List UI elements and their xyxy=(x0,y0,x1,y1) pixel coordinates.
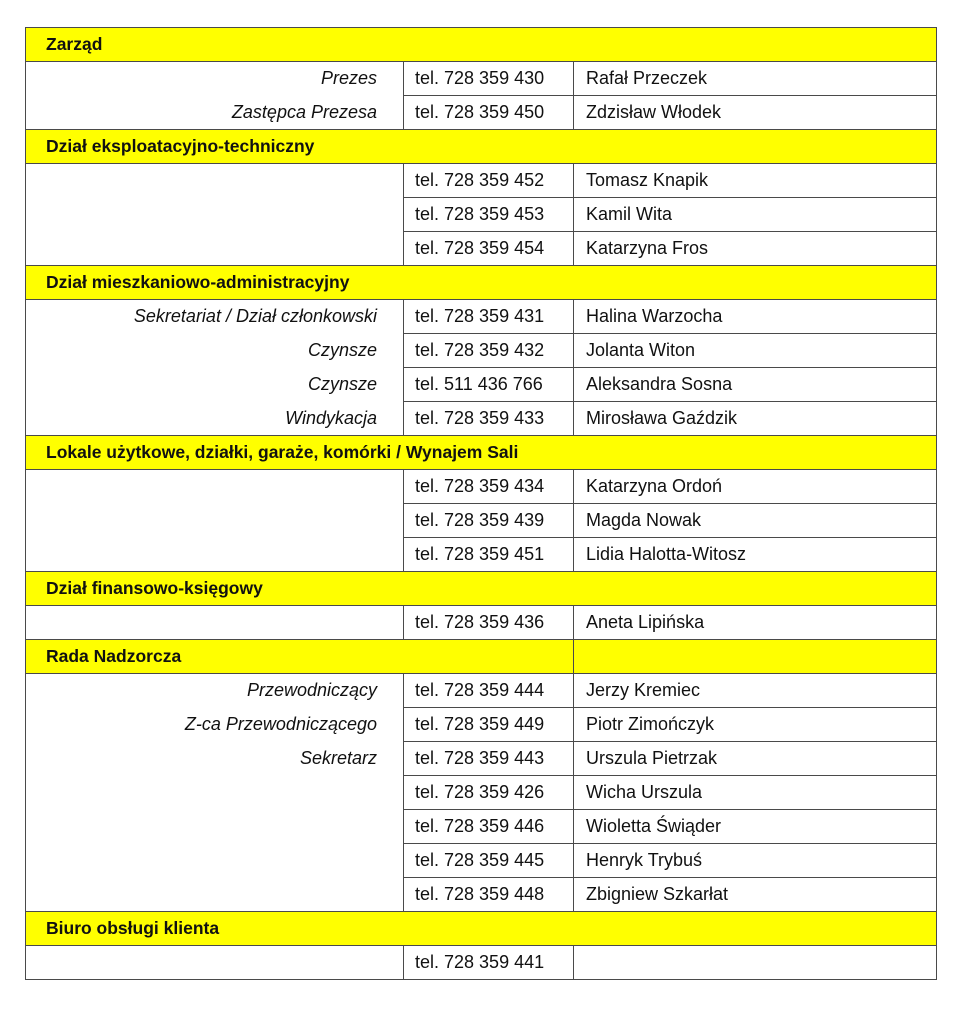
contact-row xyxy=(26,946,937,980)
contact-row xyxy=(26,538,937,572)
contact-role xyxy=(26,946,404,980)
contact-role xyxy=(26,164,404,198)
contact-row xyxy=(26,368,937,402)
contact-role: Windykacja xyxy=(26,402,404,436)
contact-phone: tel. 728 359 436 xyxy=(404,606,574,640)
contact-phone: tel. 728 359 434 xyxy=(404,470,574,504)
contact-phone: tel. 728 359 449 xyxy=(404,708,574,742)
contact-phone: tel. 728 359 453 xyxy=(404,198,574,232)
contact-phone: tel. 728 359 451 xyxy=(404,538,574,572)
contact-phone: tel. 728 359 450 xyxy=(404,96,574,130)
contact-role: Z-ca Przewodniczącego xyxy=(26,708,404,742)
contact-name: Wicha Urszula xyxy=(574,776,937,810)
contact-phone: tel. 728 359 439 xyxy=(404,504,574,538)
contact-name: Katarzyna Fros xyxy=(574,232,937,266)
contact-row xyxy=(26,198,937,232)
section-header-row xyxy=(26,28,937,62)
contact-name: Urszula Pietrzak xyxy=(574,742,937,776)
section-header-row xyxy=(26,912,937,946)
contact-phone: tel. 728 359 452 xyxy=(404,164,574,198)
section-header-row xyxy=(26,572,937,606)
contact-name: Jolanta Witon xyxy=(574,334,937,368)
contact-name: Aleksandra Sosna xyxy=(574,368,937,402)
contact-phone: tel. 728 359 448 xyxy=(404,878,574,912)
contact-row xyxy=(26,810,937,844)
contact-name: Halina Warzocha xyxy=(574,300,937,334)
section-header-empty-cell xyxy=(574,640,937,674)
contact-phone: tel. 728 359 433 xyxy=(404,402,574,436)
contact-row xyxy=(26,674,937,708)
contact-role: Czynsze xyxy=(26,368,404,402)
contact-role: Zastępca Prezesa xyxy=(26,96,404,130)
contact-role xyxy=(26,844,404,878)
contact-role xyxy=(26,810,404,844)
contact-name: Piotr Zimończyk xyxy=(574,708,937,742)
contact-name xyxy=(574,946,937,980)
section-title: Zarząd xyxy=(26,28,937,62)
section-header-row xyxy=(26,266,937,300)
contact-name: Mirosława Gaździk xyxy=(574,402,937,436)
contact-name: Wioletta Świąder xyxy=(574,810,937,844)
contact-phone: tel. 728 359 431 xyxy=(404,300,574,334)
contact-role: Prezes xyxy=(26,62,404,96)
section-title: Lokale użytkowe, działki, garaże, komórki / Wynajem Sali xyxy=(26,436,937,470)
contact-row xyxy=(26,504,937,538)
section-title: Dział eksploatacyjno-techniczny xyxy=(26,130,937,164)
contact-row xyxy=(26,402,937,436)
contact-role xyxy=(26,538,404,572)
contact-name: Kamil Wita xyxy=(574,198,937,232)
contact-phone: tel. 728 359 432 xyxy=(404,334,574,368)
contact-role: Przewodniczący xyxy=(26,674,404,708)
contact-role: Czynsze xyxy=(26,334,404,368)
contact-phone: tel. 728 359 454 xyxy=(404,232,574,266)
contact-name: Katarzyna Ordoń xyxy=(574,470,937,504)
contact-name: Tomasz Knapik xyxy=(574,164,937,198)
contact-role xyxy=(26,198,404,232)
contact-row xyxy=(26,606,937,640)
contact-row xyxy=(26,776,937,810)
contact-role xyxy=(26,878,404,912)
section-title: Dział finansowo-księgowy xyxy=(26,572,937,606)
contact-name: Henryk Trybuś xyxy=(574,844,937,878)
contact-name: Zdzisław Włodek xyxy=(574,96,937,130)
contact-directory-table xyxy=(25,27,937,980)
contact-role xyxy=(26,232,404,266)
contact-row xyxy=(26,232,937,266)
contact-name: Rafał Przeczek xyxy=(574,62,937,96)
contact-phone: tel. 728 359 444 xyxy=(404,674,574,708)
contact-role xyxy=(26,606,404,640)
contact-row xyxy=(26,164,937,198)
contact-role: Sekretarz xyxy=(26,742,404,776)
contact-row xyxy=(26,470,937,504)
contact-phone: tel. 728 359 443 xyxy=(404,742,574,776)
contact-name: Magda Nowak xyxy=(574,504,937,538)
contact-name: Zbigniew Szkarłat xyxy=(574,878,937,912)
section-title: Rada Nadzorcza xyxy=(26,640,574,674)
section-header-row xyxy=(26,436,937,470)
contact-row xyxy=(26,844,937,878)
contact-phone: tel. 728 359 445 xyxy=(404,844,574,878)
contact-role xyxy=(26,776,404,810)
contact-row xyxy=(26,742,937,776)
section-header-row xyxy=(26,640,937,674)
contact-name: Lidia Halotta-Witosz xyxy=(574,538,937,572)
contact-name: Aneta Lipińska xyxy=(574,606,937,640)
contact-phone: tel. 728 359 441 xyxy=(404,946,574,980)
contact-row xyxy=(26,96,937,130)
directory-body xyxy=(26,28,937,980)
contact-name: Jerzy Kremiec xyxy=(574,674,937,708)
contact-role: Sekretariat / Dział członkowski xyxy=(26,300,404,334)
section-header-row xyxy=(26,130,937,164)
contact-phone: tel. 511 436 766 xyxy=(404,368,574,402)
contact-phone: tel. 728 359 446 xyxy=(404,810,574,844)
contact-row xyxy=(26,334,937,368)
contact-row xyxy=(26,708,937,742)
section-title: Dział mieszkaniowo-administracyjny xyxy=(26,266,937,300)
contact-role xyxy=(26,504,404,538)
section-title: Biuro obsługi klienta xyxy=(26,912,937,946)
contact-phone: tel. 728 359 426 xyxy=(404,776,574,810)
contact-role xyxy=(26,470,404,504)
contact-row xyxy=(26,62,937,96)
contact-row xyxy=(26,878,937,912)
contact-phone: tel. 728 359 430 xyxy=(404,62,574,96)
contact-row xyxy=(26,300,937,334)
